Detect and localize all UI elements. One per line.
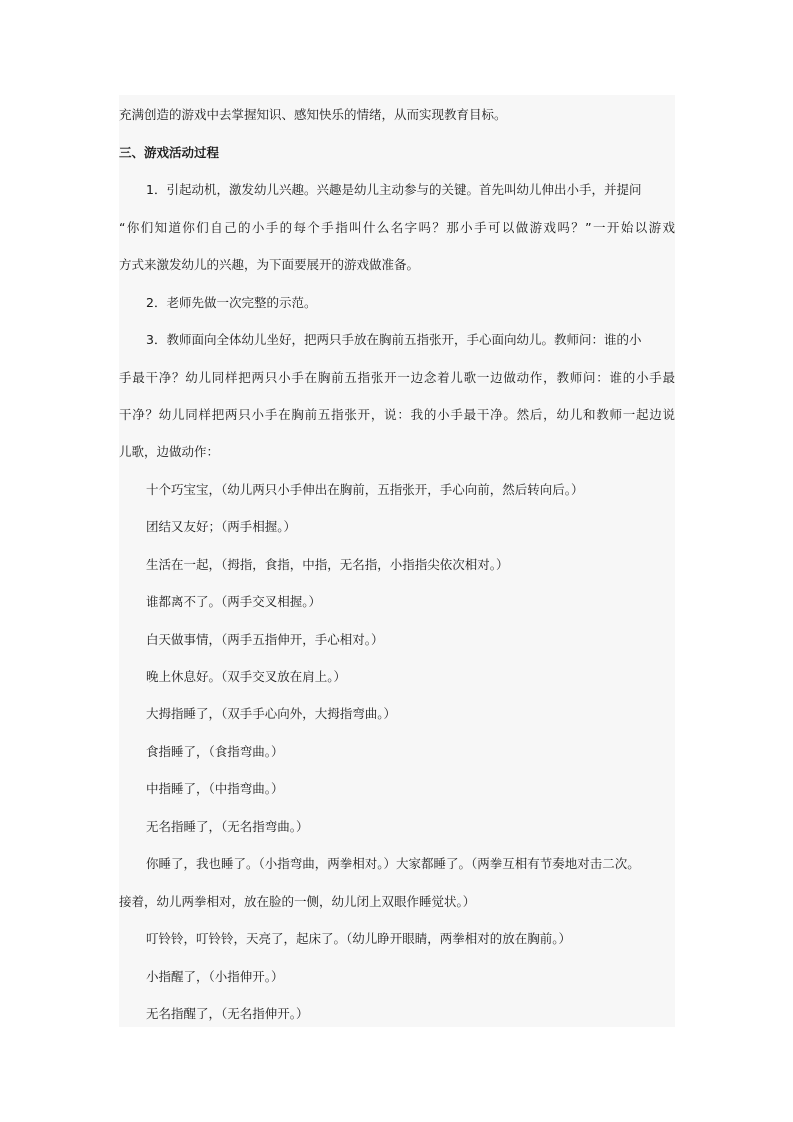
- rhyme-line-2: 团结又友好；（两手相握。）: [146, 519, 297, 534]
- rhyme-line-1: 十个巧宝宝，（幼儿两只小手伸出在胸前，五指张开，手心向前，然后转向后。）: [146, 482, 584, 497]
- rhyme-line-12: 叮铃铃，叮铃铃，天亮了，起床了。（幼儿睁开眼睛，两拳相对的放在胸前。）: [146, 931, 572, 946]
- step1-line2: “你们知道你们自己的小手的每个手指叫什么名字吗？那小手可以做游戏吗？”一开始以游戏: [119, 220, 675, 235]
- rhyme-line-5: 白天做事情，（两手五指伸开，手心相对。）: [146, 632, 384, 647]
- rhyme-line-11: 你睡了，我也睡了。（小指弯曲，两拳相对。）大家都睡了。（两拳互相有节奏地对击二次。: [146, 856, 640, 871]
- step3-line2: 手最干净？幼儿同样把两只小手在胸前五指张开一边念着儿歌一边做动作，教师问：谁的小手最: [119, 370, 675, 385]
- step1-line3: 方式来激发幼儿的兴趣，为下面要展开的游戏做准备。: [119, 257, 420, 272]
- rhyme-line-10: 无名指睡了，（无名指弯曲。）: [146, 819, 309, 834]
- rhyme-line-3: 生活在一起，（拇指，食指，中指，无名指，小指指尖依次相对。）: [146, 557, 509, 572]
- rhyme-line-8: 食指睡了，（食指弯曲。）: [146, 744, 284, 759]
- section-heading: 三、游戏活动过程: [119, 145, 220, 160]
- rhyme-line-6: 晚上休息好。（双手交叉放在肩上。）: [146, 669, 347, 684]
- step3-line3: 干净？幼儿同样把两只小手在胸前五指张开，说：我的小手最干净。然后，幼儿和教师一起边说: [119, 407, 675, 422]
- step3-line4: 儿歌，边做动作：: [119, 444, 220, 459]
- intro-line: 充满创造的游戏中去掌握知识、感知快乐的情绪，从而实现教育目标。: [119, 107, 507, 122]
- rhyme-line-7: 大拇指睡了，（双手手心向外，大拇指弯曲。）: [146, 706, 397, 721]
- step2-line1: 2．老师先做一次完整的示范。: [146, 295, 317, 310]
- step1-line1: 1．引起动机，激发幼儿兴趣。兴趣是幼儿主动参与的关键。首先叫幼儿伸出小手，并提问: [146, 182, 642, 197]
- step3-line1: 3．教师面向全体幼儿坐好，把两只手放在胸前五指张开，手心面向幼儿。教师问：谁的小: [146, 332, 642, 347]
- rhyme-line-11-cont: 接着，幼儿两拳相对，放在脸的一侧，幼儿闭上双眼作睡觉状。）: [119, 894, 476, 909]
- rhyme-line-13: 小指醒了，（小指伸开。）: [146, 969, 284, 984]
- rhyme-line-9: 中指睡了，（中指弯曲。）: [146, 781, 284, 796]
- rhyme-line-4: 谁都离不了。（两手交叉相握。）: [146, 594, 322, 609]
- rhyme-line-14: 无名指醒了，（无名指伸开。）: [146, 1006, 309, 1021]
